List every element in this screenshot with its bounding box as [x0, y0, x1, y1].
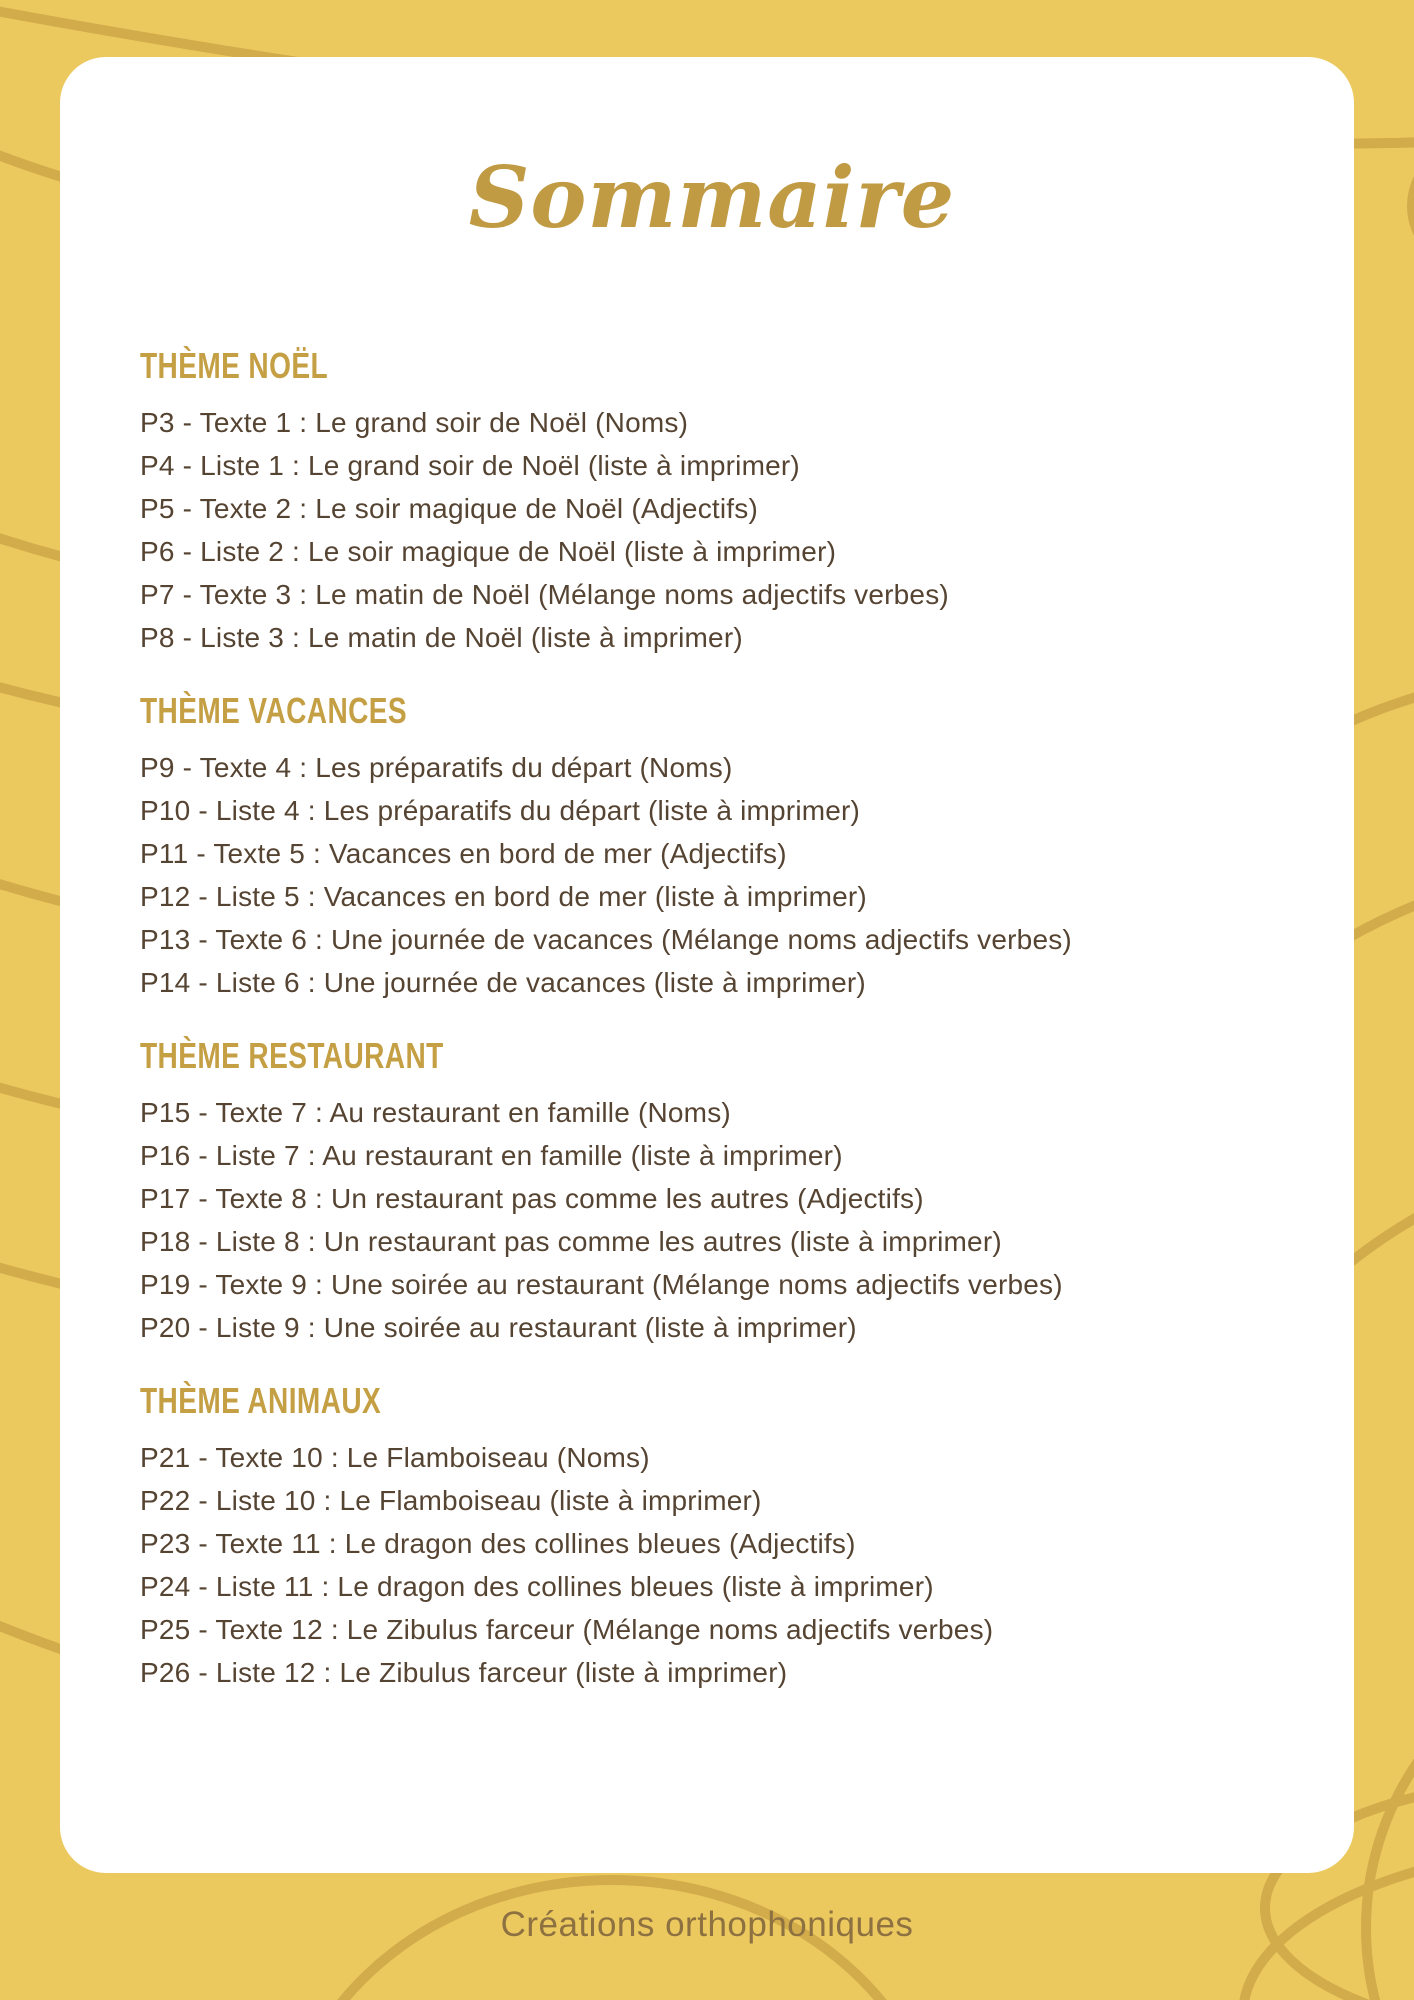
toc-item: P14 - Liste 6 : Une journée de vacances (liste à imprimer) [140, 967, 866, 999]
toc-item: P25 - Texte 12 : Le Zibulus farceur (Mélange noms adjectifs verbes) [140, 1614, 994, 1646]
page-title: Sommaire [468, 148, 956, 247]
toc-section [140, 1379, 1284, 1694]
section-heading: THÈME ANIMAUX [140, 1380, 382, 1422]
toc-item: P13 - Texte 6 : Une journée de vacances (Mélange noms adjectifs verbes) [140, 924, 1072, 956]
toc-item: P10 - Liste 4 : Les préparatifs du départ (liste à imprimer) [140, 795, 861, 827]
section-heading-row [140, 1034, 1284, 1077]
section-heading: THÈME NOËL [140, 345, 328, 387]
toc-item: P7 - Texte 3 : Le matin de Noël (Mélange noms adjectifs verbes) [140, 579, 949, 611]
toc-item: P19 - Texte 9 : Une soirée au restaurant (Mélange noms adjectifs verbes) [140, 1269, 1063, 1301]
toc-section [140, 1034, 1284, 1349]
section-heading-row [140, 1379, 1284, 1422]
section-heading-row [140, 344, 1284, 387]
toc-item: P11 - Texte 5 : Vacances en bord de mer (Adjectifs) [140, 838, 787, 870]
toc-item: P9 - Texte 4 : Les préparatifs du départ (Noms) [140, 752, 733, 784]
toc-item: P23 - Texte 11 : Le dragon des collines bleues (Adjectifs) [140, 1528, 856, 1560]
toc-item: P8 - Liste 3 : Le matin de Noël (liste à imprimer) [140, 622, 743, 654]
section-heading-row [140, 689, 1284, 732]
section-heading: THÈME VACANCES [140, 690, 408, 732]
footer-text: Créations orthophoniques [500, 1905, 914, 1944]
toc-item: P3 - Texte 1 : Le grand soir de Noël (Noms) [140, 407, 689, 439]
toc-item: P26 - Liste 12 : Le Zibulus farceur (liste à imprimer) [140, 1657, 788, 1689]
toc-item: P20 - Liste 9 : Une soirée au restaurant (liste à imprimer) [140, 1312, 857, 1344]
section-heading: THÈME RESTAURANT [140, 1035, 444, 1077]
toc-item: P12 - Liste 5 : Vacances en bord de mer (liste à imprimer) [140, 881, 867, 913]
toc-item: P6 - Liste 2 : Le soir magique de Noël (liste à imprimer) [140, 536, 837, 568]
toc-item: P15 - Texte 7 : Au restaurant en famille (Noms) [140, 1097, 731, 1129]
toc-item: P4 - Liste 1 : Le grand soir de Noël (liste à imprimer) [140, 450, 800, 482]
toc-item: P21 - Texte 10 : Le Flamboiseau (Noms) [140, 1442, 650, 1474]
toc-item: P22 - Liste 10 : Le Flamboiseau (liste à imprimer) [140, 1485, 762, 1517]
summary-card [60, 57, 1354, 1873]
toc-item: P17 - Texte 8 : Un restaurant pas comme les autres (Adjectifs) [140, 1183, 924, 1215]
toc-item: P18 - Liste 8 : Un restaurant pas comme les autres (liste à imprimer) [140, 1226, 1002, 1258]
toc-item: P16 - Liste 7 : Au restaurant en famille (liste à imprimer) [140, 1140, 843, 1172]
background-circle [1366, 1636, 1414, 2000]
toc-section [140, 344, 1284, 659]
toc-item: P24 - Liste 11 : Le dragon des collines bleues (liste à imprimer) [140, 1571, 934, 1603]
toc-sections [140, 344, 1284, 1694]
toc-item: P5 - Texte 2 : Le soir magique de Noël (Adjectifs) [140, 493, 759, 525]
toc-section [140, 689, 1284, 1004]
